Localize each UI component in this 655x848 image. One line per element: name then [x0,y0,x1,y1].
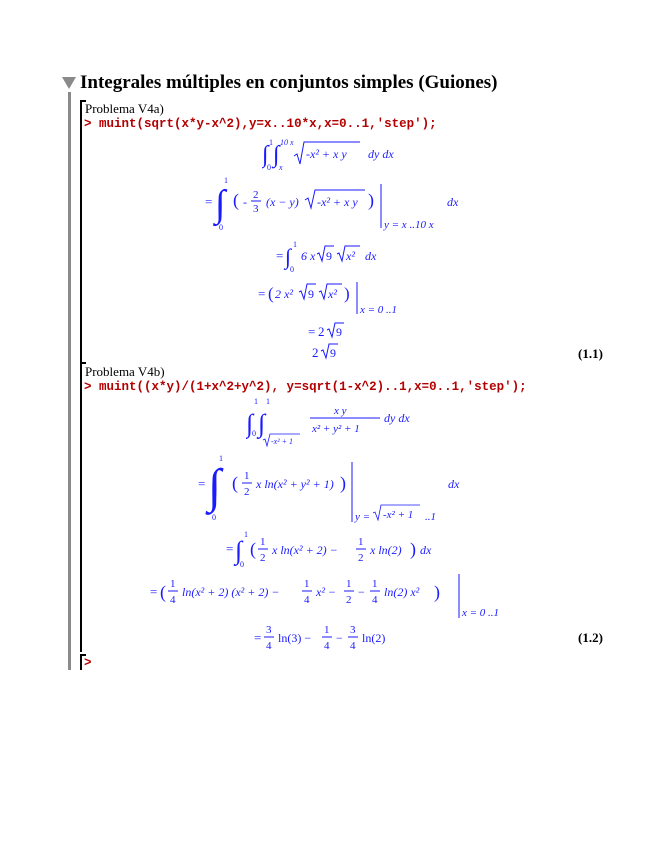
svg-text:1: 1 [269,138,273,147]
svg-text:1: 1 [324,624,330,636]
svg-text:4: 4 [372,594,378,606]
svg-text:2: 2 [358,552,364,564]
svg-text:ln(2) x²: ln(2) x² [384,585,420,599]
svg-text:): ) [410,539,416,559]
problem-label: Problema V4a) [85,101,164,116]
command-line[interactable] [84,380,527,394]
math-step [205,176,465,239]
svg-text:∫: ∫ [258,409,266,438]
math-step [246,396,416,453]
svg-text:(: ( [232,473,238,493]
svg-text:): ) [434,582,440,602]
command-line[interactable] [84,117,437,131]
svg-text:0: 0 [212,513,216,522]
svg-text:2: 2 [318,324,325,339]
svg-text:ln(2): ln(2) [362,631,386,645]
svg-text:-x² + 1: -x² + 1 [383,509,414,521]
problem-label: Problema V4b) [85,364,165,379]
svg-text:(x − y): (x − y) [266,195,299,209]
svg-text:x ln(2): x ln(2) [370,543,402,557]
svg-text:dx: dx [365,249,377,263]
svg-text:4: 4 [266,640,272,652]
svg-text:1: 1 [304,578,310,590]
svg-text:−: − [336,631,343,645]
svg-text:dx: dx [448,477,460,491]
svg-text:-x² + x y: -x² + x y [306,147,347,161]
svg-text:=: = [198,476,206,491]
svg-text:9: 9 [330,346,336,360]
math-step [226,529,446,576]
svg-text:4: 4 [350,640,356,652]
math-step [276,240,396,279]
svg-text:1: 1 [358,536,364,548]
svg-text:-: - [243,195,247,209]
svg-text:∫: ∫ [215,183,226,225]
command-input[interactable]: muint(sqrt(x*y-x^2),y=x..10*x,x=0..1,'step'); [99,117,437,131]
svg-text:2: 2 [253,189,259,201]
svg-text:∫: ∫ [285,244,292,269]
svg-text:0: 0 [252,429,256,438]
svg-text:): ) [340,473,346,493]
svg-text:∫: ∫ [273,142,280,168]
svg-text:x = 0 ..1: x = 0 ..1 [360,304,398,316]
svg-text:ln(x² + 2) (x² + 2) −: ln(x² + 2) (x² + 2) − [182,585,280,599]
svg-text:2: 2 [260,552,266,564]
svg-text:3: 3 [266,624,272,636]
final-prompt[interactable]: > [84,656,92,670]
svg-text:10 x: 10 x [280,138,294,147]
svg-text:4: 4 [324,640,330,652]
svg-text:-x² + 1: -x² + 1 [271,437,294,446]
command-input[interactable]: muint((x*y)/(1+x^2+y^2), y=sqrt(1-x^2)..1,x=0..1,'step'); [99,380,527,394]
svg-text:dy dx: dy dx [384,411,410,425]
svg-text:1: 1 [372,578,378,590]
svg-text:x² −: x² − [316,585,337,599]
math-step [198,452,468,529]
svg-text:dx: dx [420,543,432,557]
svg-text:−: − [358,585,365,599]
svg-text:=: = [254,630,262,645]
svg-text:=: = [276,248,284,263]
svg-text:=: = [226,541,234,556]
result-expression [254,622,414,658]
svg-text:1: 1 [266,397,270,406]
result-expression [308,320,368,342]
svg-text:0: 0 [240,560,244,569]
svg-text:(: ( [268,284,274,303]
svg-text:0: 0 [290,265,294,274]
svg-text:3: 3 [350,624,356,636]
antiderivative-evaluation-expression [258,278,408,318]
svg-text:(: ( [250,539,256,559]
output-expression [312,341,352,363]
svg-text:6 x: 6 x [301,249,316,263]
svg-text:4: 4 [304,594,310,606]
svg-text:=: = [308,324,316,339]
svg-text:3: 3 [253,203,259,215]
svg-text:y =: y = [355,511,371,523]
svg-text:x²: x² [346,249,355,263]
group-bracket [80,362,82,652]
equation-label: (1.2) [578,630,603,645]
svg-text:y = x ..10 x: y = x ..10 x [384,219,434,231]
svg-text:∫: ∫ [262,142,269,168]
svg-text:9: 9 [308,287,314,301]
svg-text:1: 1 [244,470,250,482]
integral-evaluation-expression [198,452,468,524]
svg-text:x² + y² + 1: x² + y² + 1 [312,423,360,435]
svg-text:x²: x² [328,287,337,301]
svg-text:2: 2 [312,345,319,360]
section-collapse-triangle-icon[interactable] [62,77,76,89]
double-integral-expression [246,396,416,448]
svg-text:1: 1 [254,397,258,406]
group-bracket [80,100,82,362]
svg-text:(: ( [160,582,166,602]
svg-text:1: 1 [260,536,266,548]
svg-text:∫: ∫ [208,460,222,513]
svg-text:9: 9 [326,249,332,263]
svg-text:=: = [205,194,213,209]
svg-text:∫: ∫ [246,409,254,438]
svg-text:x ln(x² + 2) −: x ln(x² + 2) − [272,543,338,557]
simplified-integral-expression [226,529,446,571]
svg-text:∫: ∫ [235,536,243,565]
section-bracket [68,92,71,670]
double-integral-expression [262,136,452,172]
svg-text:0: 0 [219,223,223,232]
svg-text:): ) [344,284,350,303]
svg-text:1: 1 [346,578,352,590]
svg-text:x = 0 ..1: x = 0 ..1 [462,607,500,619]
svg-text:1: 1 [224,176,228,185]
svg-text:2: 2 [244,486,250,498]
group-bracket [80,654,82,670]
math-step [258,278,408,323]
svg-text:-x² + x y: -x² + x y [317,195,358,209]
svg-text:=: = [258,286,266,301]
svg-text:2: 2 [346,594,352,606]
math-output [312,341,352,368]
math-step [262,136,452,172]
svg-text:x y: x y [334,405,347,417]
svg-text:4: 4 [170,594,176,606]
svg-text:dx: dx [447,195,459,209]
svg-text:0: 0 [267,163,271,172]
svg-text:x: x [279,163,283,172]
svg-text:x ln(x² + y² + 1): x ln(x² + y² + 1) [256,477,334,491]
svg-text:=: = [150,584,158,599]
equation-label: (1.1) [578,346,603,361]
svg-text:(: ( [233,190,239,210]
svg-text:9: 9 [336,325,342,339]
simplified-integral-expression [276,240,396,274]
svg-text:ln(3) −: ln(3) − [278,631,312,645]
svg-text:1: 1 [170,578,176,590]
svg-text:): ) [368,190,374,210]
svg-text:..1: ..1 [425,511,436,523]
math-step [254,622,414,663]
svg-text:2 x²: 2 x² [275,287,293,301]
svg-text:1: 1 [219,454,223,463]
integral-evaluation-expression [205,176,465,234]
svg-text:dy dx: dy dx [368,147,394,161]
math-step [150,572,510,627]
svg-text:1: 1 [293,240,297,249]
svg-text:1: 1 [244,530,248,539]
antiderivative-evaluation-expression [150,572,510,622]
prompt-symbol: > [84,380,92,394]
prompt-symbol: > [84,117,92,131]
section-title: Integrales múltiples en conjuntos simples (Guiones) [80,72,498,93]
